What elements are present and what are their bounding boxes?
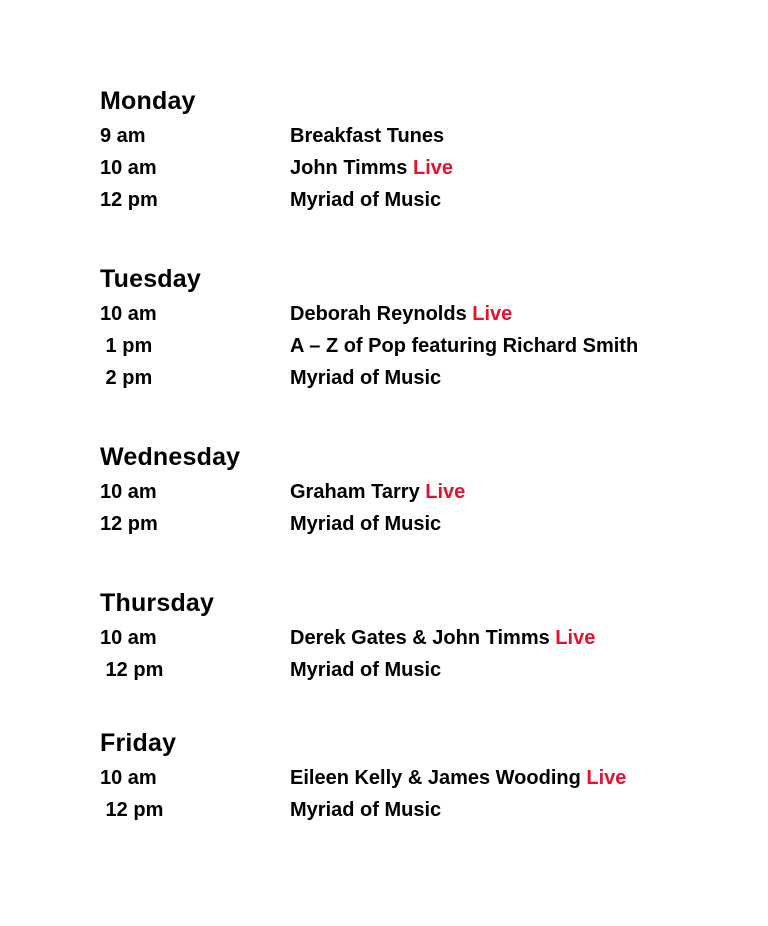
day-block-monday — [100, 84, 728, 216]
day-block-tuesday — [100, 262, 728, 394]
schedule-row — [100, 794, 728, 826]
show-title: A – Z of Pop featuring Richard Smith — [290, 335, 639, 357]
row-show — [290, 622, 595, 654]
row-show — [290, 476, 465, 508]
row-time: 10 am — [100, 157, 157, 179]
day-heading: Thursday — [100, 589, 215, 617]
row-time: 9 am — [100, 125, 146, 147]
day-rows — [100, 298, 728, 394]
show-title: Myriad of Music — [290, 513, 442, 535]
show-title: Eileen Kelly & James Wooding — [290, 767, 587, 789]
row-time: 10 am — [100, 303, 157, 325]
row-show — [290, 508, 441, 540]
live-badge: Live — [413, 157, 454, 179]
day-heading: Monday — [100, 87, 196, 115]
schedule-row — [100, 508, 728, 540]
schedule-row — [100, 184, 728, 216]
row-time: 1 pm — [100, 335, 153, 357]
row-show — [290, 298, 512, 330]
show-title: Myriad of Music — [290, 367, 442, 389]
show-title: Myriad of Music — [290, 659, 442, 681]
live-badge: Live — [425, 481, 466, 503]
day-block-thursday — [100, 586, 728, 686]
schedule-row — [100, 120, 728, 152]
day-heading: Wednesday — [100, 443, 241, 471]
day-block-friday — [100, 726, 728, 826]
schedule-row — [100, 362, 728, 394]
schedule-row — [100, 330, 728, 362]
row-time: 2 pm — [100, 367, 153, 389]
day-rows — [100, 762, 728, 826]
row-show — [290, 762, 626, 794]
show-title: Myriad of Music — [290, 799, 442, 821]
row-time: 10 am — [100, 627, 157, 649]
row-show — [290, 362, 441, 394]
schedule-row — [100, 622, 728, 654]
show-title: Breakfast Tunes — [290, 125, 445, 147]
schedule-row — [100, 152, 728, 184]
row-show — [290, 120, 444, 152]
day-rows — [100, 120, 728, 216]
row-show — [290, 794, 441, 826]
show-title: Deborah Reynolds — [290, 303, 473, 325]
live-badge: Live — [472, 303, 513, 325]
row-time: 10 am — [100, 481, 157, 503]
day-heading: Tuesday — [100, 265, 201, 293]
row-time: 10 am — [100, 767, 157, 789]
row-show — [290, 152, 453, 184]
show-title: Myriad of Music — [290, 189, 442, 211]
day-block-wednesday — [100, 440, 728, 540]
show-title: Derek Gates & John Timms — [290, 627, 556, 649]
schedule-row — [100, 654, 728, 686]
show-title: Graham Tarry — [290, 481, 426, 503]
row-time: 12 pm — [100, 189, 158, 211]
live-badge: Live — [555, 627, 596, 649]
row-show — [290, 330, 638, 362]
row-show — [290, 184, 441, 216]
day-rows — [100, 622, 728, 686]
day-heading: Friday — [100, 729, 177, 757]
schedule-row — [100, 476, 728, 508]
row-time: 12 pm — [100, 659, 164, 681]
show-title: John Timms — [290, 157, 413, 179]
row-time: 12 pm — [100, 799, 164, 821]
live-badge: Live — [586, 767, 627, 789]
row-show — [290, 654, 441, 686]
schedule-row — [100, 298, 728, 330]
day-rows — [100, 476, 728, 540]
schedule-row — [100, 762, 728, 794]
row-time: 12 pm — [100, 513, 158, 535]
